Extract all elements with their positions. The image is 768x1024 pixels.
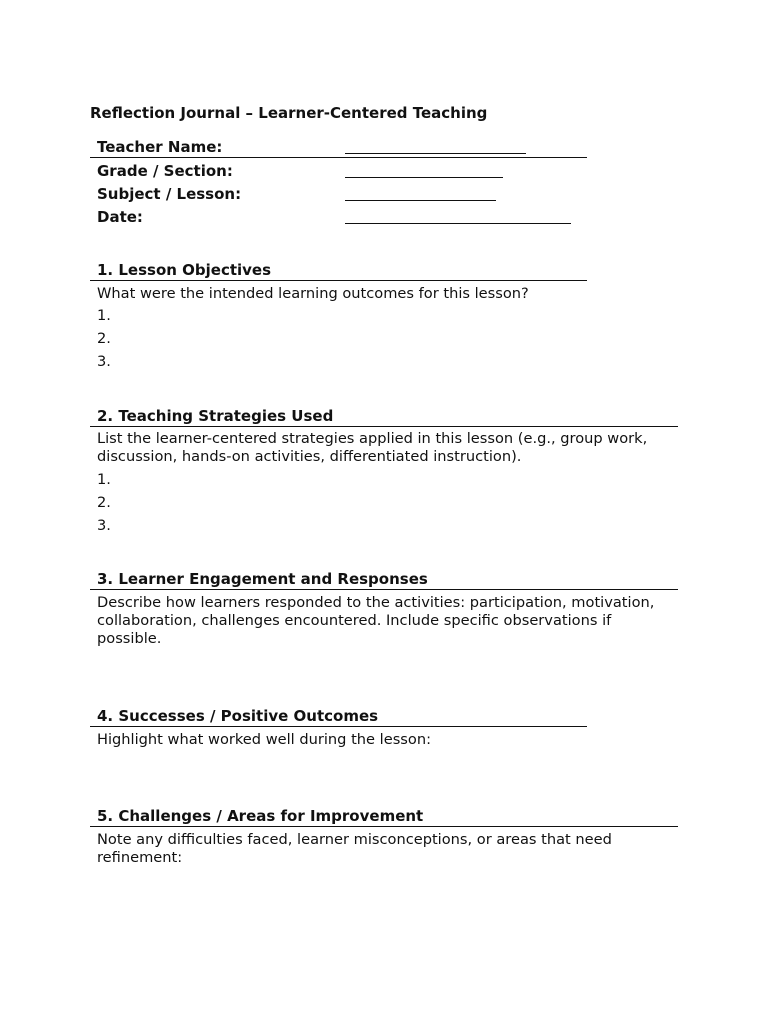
teacher-name-blank[interactable] — [345, 153, 526, 154]
section-2-item-2[interactable]: 2. — [97, 494, 111, 511]
subject-lesson-blank[interactable] — [345, 200, 496, 201]
section-4-divider — [90, 726, 587, 727]
section-5-divider — [90, 826, 678, 827]
section-3-prompt: Describe how learners responded to the activities: participation, motivation, collaboration, challenges encountered. Include specific observations if possible. — [97, 594, 655, 647]
section-1-item-1[interactable]: 1. — [97, 307, 111, 324]
subject-lesson-field — [97, 185, 597, 205]
teacher-name-field — [97, 138, 597, 158]
section-3-heading: 3. Learner Engagement and Responses — [97, 570, 428, 588]
section-3-divider — [90, 589, 678, 590]
section-4-heading: 4. Successes / Positive Outcomes — [97, 707, 379, 725]
grade-section-field — [97, 162, 597, 182]
section-2-prompt: List the learner-centered strategies applied in this lesson (e.g., group work, discussion, hands-on activities, differentiated instruction). — [97, 430, 648, 465]
section-5-prompt: Note any difficulties faced, learner misconceptions, or areas that need refinement: — [97, 831, 612, 866]
section-4-prompt: Highlight what worked well during the lesson: — [97, 731, 431, 748]
section-1-item-3[interactable]: 3. — [97, 353, 111, 370]
subject-lesson-label: Subject / Lesson: — [97, 185, 242, 203]
grade-section-blank[interactable] — [345, 177, 503, 178]
section-1-item-2[interactable]: 2. — [97, 330, 111, 347]
date-field — [97, 208, 597, 228]
section-2-divider — [90, 426, 678, 427]
section-2-heading: 2. Teaching Strategies Used — [97, 407, 334, 425]
document-title: Reflection Journal – Learner-Centered Teaching — [90, 104, 488, 122]
date-label: Date: — [97, 208, 143, 226]
section-2-item-3[interactable]: 3. — [97, 517, 111, 534]
section-1-divider — [90, 280, 587, 281]
section-1-prompt: What were the intended learning outcomes for this lesson? — [97, 285, 529, 302]
teacher-name-label: Teacher Name: — [97, 138, 223, 156]
grade-section-label: Grade / Section: — [97, 162, 233, 180]
date-blank[interactable] — [345, 223, 571, 224]
header-divider — [90, 157, 587, 158]
section-2-item-1[interactable]: 1. — [97, 471, 111, 488]
section-5-heading: 5. Challenges / Areas for Improvement — [97, 807, 424, 825]
section-1-heading: 1. Lesson Objectives — [97, 261, 272, 279]
